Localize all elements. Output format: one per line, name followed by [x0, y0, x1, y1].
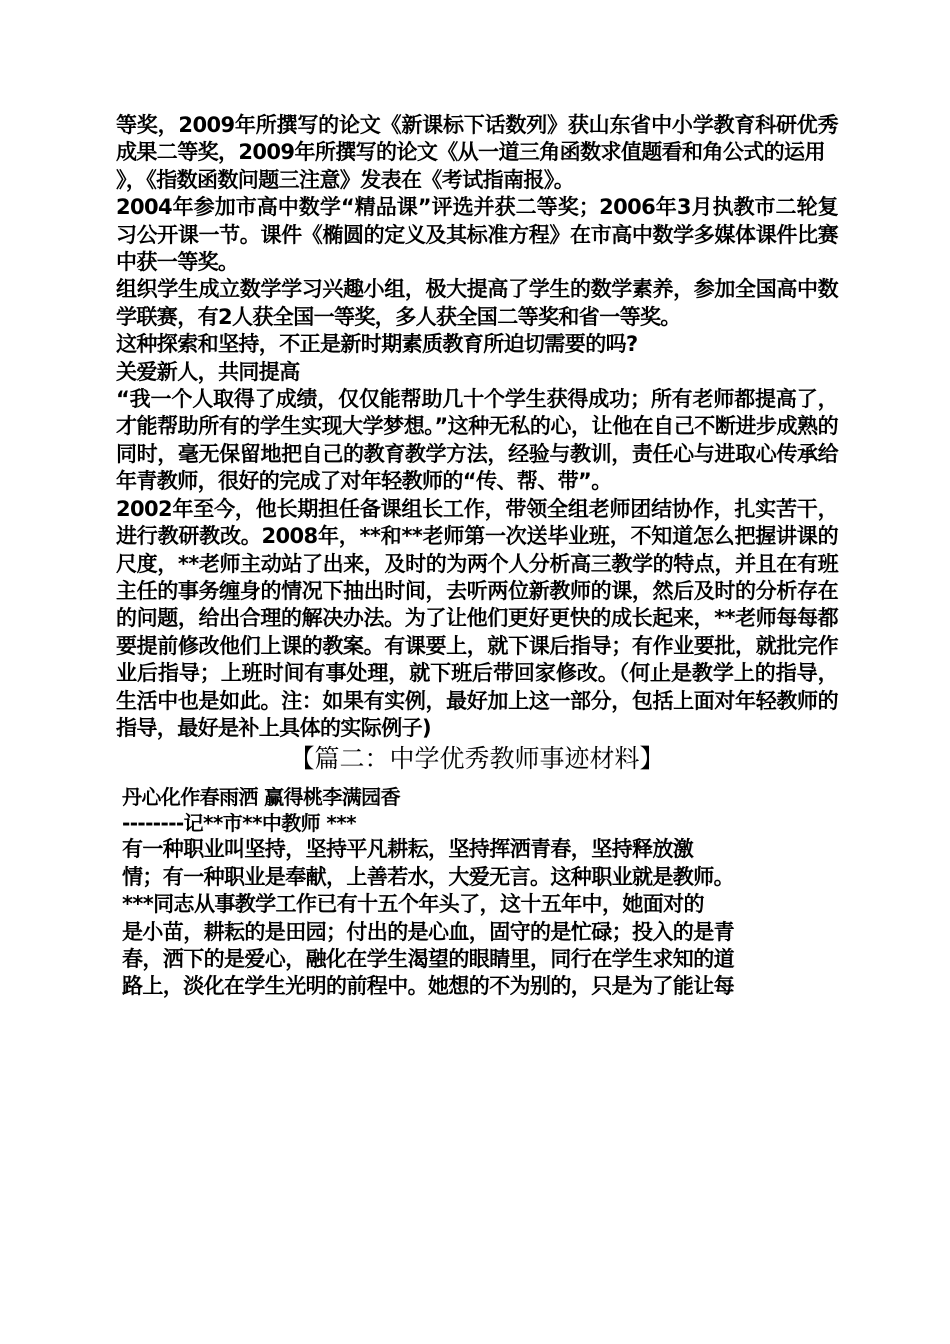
section-subtitle-care-newcomers: 关爱新人，共同提高: [116, 359, 300, 384]
article-line-3: ***同志从事教学工作已有十五个年头了，这十五年中，她面对的: [122, 892, 704, 917]
paragraph-papers-published: 》，《指数函数问题三注意》发表在《考试指南报》。: [116, 167, 575, 192]
article-line-2: 情；有一种职业是奉献，上善若水，大爱无言。这种职业就是教师。: [122, 864, 734, 889]
paragraph-awards-papers: 等奖，2009年所撰写的论文《新课标下话数列》获山东省中小学教育科研优秀成果二等奖，2009年所撰写的论文《从一道三角函数求值题看和角公式的运用: [116, 113, 838, 165]
document-page: [116, 112, 838, 1001]
section-heading-part2: 【篇二：中学优秀教师事迹材料】: [289, 744, 665, 774]
paragraph-mentoring-details: 2002年至今，他长期担任备课组长工作，带领全组老师团结协作，扎实苦干，进行教研教改。2008年，**和**老师第一次送毕业班，不知道怎么把握讲课的尺度，**老师主动站了出来，及时的为两个人分析高三教学的特点，并且在有班主任的事务缠身的情况下抽出时间，去听两位新教师的课，然后及时的分析存在的问题，给出合理的解决办法。为了让他们更好更快的成长起来，**老师每每都要提前修改他们上课的教案。有课要上，就下课后指导；有作业要批，就批完作业后指导；上班时间有事处理，就下班后带回家修改。（何止是教学上的指导，生活中也是如此。注：如果有实例，最好加上这一部分，包括上面对年轻教师的指导，最好是补上具体的实际例子): [116, 496, 838, 740]
article-title: 丹心化作春雨洒 赢得桃李满园香: [122, 785, 400, 810]
article-line-6: 路上，淡化在学生光明的前程中。她想的不为别的，只是为了能让每: [122, 974, 734, 999]
article-line-5: 春，洒下的是爱心，融化在学生渴望的眼睛里，同行在学生求知的道: [122, 946, 734, 971]
paragraph-exploration: 这种探索和坚持，不正是新时期素质教育所迫切需要的吗?: [116, 332, 638, 357]
paragraph-quote-mentoring: “我一个人取得了成绩，仅仅能帮助几十个学生获得成功；所有老师都提高了，才能帮助所有的学生实现大学梦想。”这种无私的心，让他在自己不断进步成熟的同时，毫无保留地把自己的教育教学方法，经验与教训，责任心与进取心传承给年青教师，很好的完成了对年轻教师的“传、帮、带”。: [116, 387, 838, 494]
paragraph-math-group: 组织学生成立数学学习兴趣小组，极大提高了学生的数学素养，参加全国高中数学联赛，有2人获全国一等奖，多人获全国二等奖和省一等奖。: [116, 277, 838, 329]
paragraph-quality-course: 2004年参加市高中数学“精品课”评选并获二等奖；2006年3月执教市二轮复习公开课一节。课件《椭圆的定义及其标准方程》在市高中数学多媒体课件比赛中获一等奖。: [116, 195, 838, 275]
article-byline: --------记**市**中教师 ***: [122, 811, 356, 836]
article-line-4: 是小苗，耕耘的是田园；付出的是心血，固守的是忙碌；投入的是青: [122, 919, 734, 944]
article-line-1: 有一种职业叫坚持，坚持平凡耕耘，坚持挥洒青春，坚持释放激: [122, 837, 694, 862]
